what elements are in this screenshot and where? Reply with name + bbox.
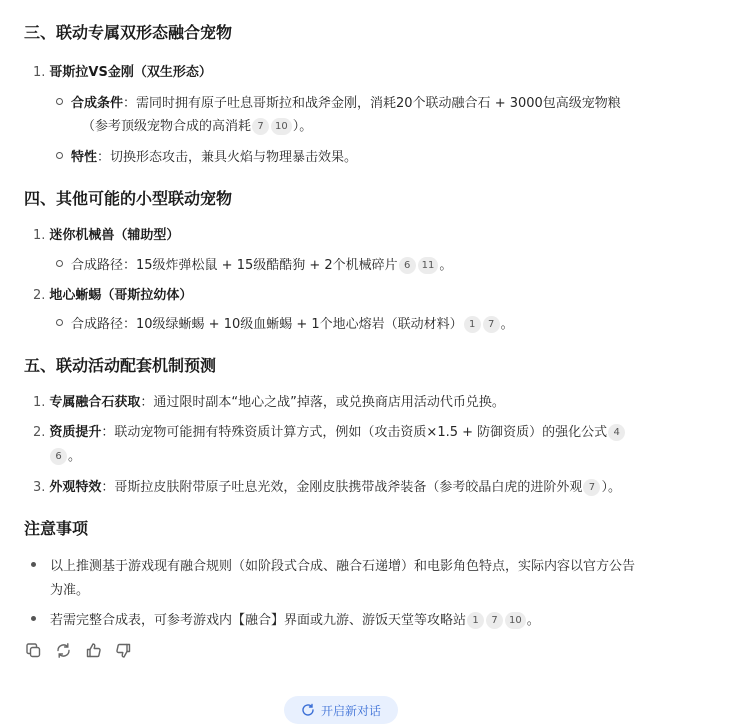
citation-badge[interactable]: 4 [608,424,625,441]
new-chat-button[interactable] [284,696,398,724]
refresh-icon[interactable] [54,641,72,659]
item-title: 迷你机械兽（辅助型） [49,228,180,243]
thumbs-up-icon[interactable] [84,641,102,659]
item-text: ）。 [601,480,621,495]
list-item-continuation [49,445,81,465]
list-number: 2. [33,425,46,440]
citation-badge[interactable]: 7 [486,612,503,629]
item-label: 特性 [71,150,98,165]
item-text: 以上推测基于游戏现有融合规则（如阶段式合成、融合石递增）和电影角色特点，实际内容以官方公告 [50,559,636,574]
message-actions [24,641,132,659]
citation-badge[interactable]: 1 [467,612,484,629]
list-item [33,224,179,243]
citation-badge[interactable]: 7 [483,316,500,333]
citation-badge[interactable]: 10 [271,118,292,135]
item-title: 资质提升 [49,425,102,440]
list-item [33,284,192,303]
list-item [33,61,212,80]
new-chat-label: 开启新对话 [320,703,381,718]
sub-list-item [71,313,514,333]
item-text: （参考顶级宠物合成的高消耗 [82,119,252,134]
bullet-item [50,555,635,574]
item-text: ：联动宠物可能拥有特殊资质计算方式，例如（攻击资质×1.5 + 防御资质）的强化公式 [101,425,608,440]
item-title: 哥斯拉VS金刚（双生形态） [49,65,212,80]
bullet-item-continuation [50,579,89,598]
citation-badge[interactable]: 11 [418,257,439,274]
list-number: 2. [33,288,46,303]
sub-list-item-continuation [82,115,312,135]
item-title: 专属融合石获取 [49,395,141,410]
item-label: 合成条件 [71,96,124,111]
list-number: 1. [33,395,46,410]
item-text: 。 [500,317,514,332]
item-text: ：哥斯拉皮肤附带原子吐息光效，金刚皮肤携带战斧装备（参考皎晶白虎的进阶外观 [101,480,583,495]
item-text: 。 [439,258,453,273]
item-text: ：切换形态攻击，兼具火焰与物理暴击效果。 [97,150,358,165]
item-text: 为准。 [50,583,90,598]
new-chat-icon [301,703,315,717]
item-text: 若需完整合成表，可参考游戏内【融合】界面或九游、游饭天堂等攻略站 [50,613,467,628]
citation-badge[interactable]: 7 [583,479,600,496]
sub-list-item [71,92,621,111]
list-item [33,391,505,410]
item-text: 合成路径：15级炸弹松鼠 + 15级酷酷狗 + 2个机械碎片 [71,258,398,273]
list-item [33,476,621,496]
copy-icon[interactable] [24,641,42,659]
list-number: 1. [33,65,46,80]
bullet-item [50,609,540,629]
list-item [33,421,626,441]
section-heading: 三、联动专属双形态融合宠物 [24,23,233,42]
thumbs-down-icon[interactable] [114,641,132,659]
item-text: ：通过限时副本“地心之战”掉落，或兑换商店用活动代币兑换。 [140,395,505,410]
sub-list-item [71,146,357,165]
citation-badge[interactable]: 6 [50,448,67,465]
list-number: 1. [33,228,46,243]
sub-list-item [71,254,452,274]
section-heading: 五、联动活动配套机制预测 [24,356,217,375]
item-text: ）。 [292,119,313,134]
citation-badge[interactable]: 6 [399,257,416,274]
citation-badge[interactable]: 10 [505,612,526,629]
item-text: 。 [68,449,82,464]
citation-badge[interactable]: 7 [252,118,269,135]
item-text: 。 [526,613,540,628]
section-heading: 四、其他可能的小型联动宠物 [24,189,233,208]
list-number: 3. [33,480,46,495]
citation-badge[interactable]: 1 [464,316,481,333]
item-title: 地心蜥蜴（哥斯拉幼体） [49,288,193,303]
item-text: ：需同时拥有原子吐息哥斯拉和战斧金刚，消耗20个联动融合石 + 3000包高级宠物粮 [123,96,621,111]
item-text: 合成路径：10级绿蜥蜴 + 10级血蜥蜴 + 1个地心熔岩（联动材料） [71,317,463,332]
section-heading: 注意事项 [24,519,89,538]
item-title: 外观特效 [49,480,102,495]
